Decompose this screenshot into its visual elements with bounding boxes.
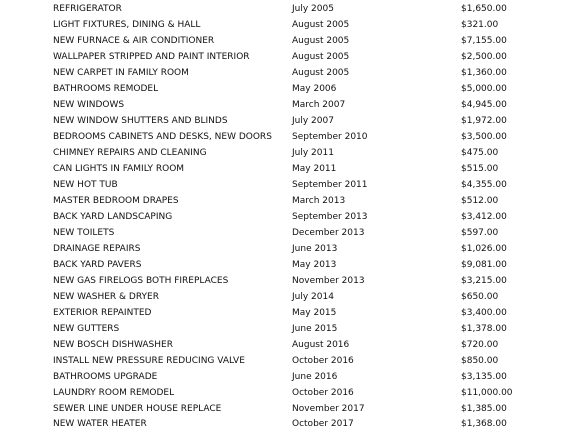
- date-cell: August 2005: [292, 36, 350, 46]
- cost-cell: $11,000.00: [461, 388, 513, 398]
- cost-cell: $597.00: [461, 228, 499, 238]
- item-cell: CHIMNEY REPAIRS AND CLEANING: [53, 148, 207, 158]
- date-cell: May 2013: [292, 260, 337, 270]
- cost-cell: $515.00: [461, 164, 499, 174]
- table-row: [0, 2, 576, 17]
- cost-cell: $3,400.00: [461, 308, 507, 318]
- item-cell: BATHROOMS UPGRADE: [53, 372, 158, 382]
- item-cell: NEW CARPET IN FAMILY ROOM: [53, 68, 189, 78]
- table-row: [0, 146, 576, 161]
- table-row: [0, 242, 576, 257]
- cost-cell: $1,368.00: [461, 419, 507, 429]
- table-row: [0, 66, 576, 81]
- date-cell: September 2011: [292, 180, 368, 190]
- date-cell: June 2015: [292, 324, 338, 334]
- date-cell: July 2007: [292, 116, 334, 126]
- item-cell: EXTERIOR REPAINTED: [53, 308, 152, 318]
- table-row: [0, 338, 576, 353]
- date-cell: July 2014: [292, 292, 334, 302]
- table-row: [0, 194, 576, 209]
- date-cell: August 2005: [292, 52, 350, 62]
- item-cell: NEW WINDOW SHUTTERS AND BLINDS: [53, 116, 228, 126]
- date-cell: September 2010: [292, 132, 368, 142]
- item-cell: NEW WATER HEATER: [53, 419, 147, 429]
- table-row: [0, 417, 576, 432]
- date-cell: March 2007: [292, 100, 346, 110]
- item-cell: LIGHT FIXTURES, DINING & HALL: [53, 20, 201, 30]
- item-cell: BACK YARD LANDSCAPING: [53, 212, 173, 222]
- item-cell: LAUNDRY ROOM REMODEL: [53, 388, 175, 398]
- table-row: [0, 178, 576, 193]
- cost-cell: $4,355.00: [461, 180, 507, 190]
- table-row: [0, 306, 576, 321]
- table-row: [0, 354, 576, 369]
- table-row: [0, 162, 576, 177]
- cost-cell: $650.00: [461, 292, 499, 302]
- cost-cell: $3,135.00: [461, 372, 507, 382]
- item-cell: NEW FURNACE & AIR CONDITIONER: [53, 36, 215, 46]
- item-cell: SEWER LINE UNDER HOUSE REPLACE: [53, 404, 222, 414]
- date-cell: August 2005: [292, 20, 350, 30]
- cost-cell: $3,500.00: [461, 132, 507, 142]
- date-cell: October 2016: [292, 356, 354, 366]
- item-cell: BATHROOMS REMODEL: [53, 84, 159, 94]
- cost-cell: $1,650.00: [461, 4, 507, 14]
- cost-cell: $1,360.00: [461, 68, 507, 78]
- item-cell: NEW TOILETS: [53, 228, 115, 238]
- table-row: [0, 50, 576, 65]
- table-row: [0, 82, 576, 97]
- date-cell: June 2016: [292, 372, 338, 382]
- item-cell: BACK YARD PAVERS: [53, 260, 142, 270]
- item-cell: NEW WASHER & DRYER: [53, 292, 159, 302]
- cost-cell: $2,500.00: [461, 52, 507, 62]
- item-cell: MASTER BEDROOM DRAPES: [53, 196, 179, 206]
- cost-cell: $9,081.00: [461, 260, 507, 270]
- date-cell: March 2013: [292, 196, 346, 206]
- date-cell: July 2011: [292, 148, 334, 158]
- item-cell: WALLPAPER STRIPPED AND PAINT INTERIOR: [53, 52, 250, 62]
- table-row: [0, 322, 576, 337]
- date-cell: May 2015: [292, 308, 337, 318]
- table-row: [0, 370, 576, 385]
- table-row: [0, 130, 576, 145]
- item-cell: INSTALL NEW PRESSURE REDUCING VALVE: [53, 356, 245, 366]
- item-cell: NEW HOT TUB: [53, 180, 118, 190]
- item-cell: NEW GUTTERS: [53, 324, 120, 334]
- item-cell: DRAINAGE REPAIRS: [53, 244, 141, 254]
- table-row: [0, 34, 576, 49]
- cost-cell: $5,000.00: [461, 84, 507, 94]
- date-cell: September 2013: [292, 212, 368, 222]
- item-cell: REFRIGERATOR: [53, 4, 122, 14]
- cost-cell: $1,026.00: [461, 244, 507, 254]
- date-cell: November 2017: [292, 404, 365, 414]
- cost-cell: $1,385.00: [461, 404, 507, 414]
- date-cell: May 2011: [292, 164, 337, 174]
- cost-cell: $4,945.00: [461, 100, 507, 110]
- cost-cell: $512.00: [461, 196, 499, 206]
- item-cell: CAN LIGHTS IN FAMILY ROOM: [53, 164, 185, 174]
- date-cell: December 2013: [292, 228, 365, 238]
- cost-cell: $475.00: [461, 148, 499, 158]
- item-cell: BEDROOMS CABINETS AND DESKS, NEW DOORS: [53, 132, 272, 142]
- cost-cell: $850.00: [461, 356, 499, 366]
- table-row: [0, 210, 576, 225]
- table-row: [0, 258, 576, 273]
- table-row: [0, 274, 576, 289]
- table-row: [0, 402, 576, 417]
- cost-cell: $321.00: [461, 20, 499, 30]
- cost-cell: $720.00: [461, 340, 499, 350]
- date-cell: October 2017: [292, 419, 354, 429]
- cost-cell: $7,155.00: [461, 36, 507, 46]
- table-row: [0, 18, 576, 33]
- date-cell: August 2016: [292, 340, 350, 350]
- item-cell: NEW GAS FIRELOGS BOTH FIREPLACES: [53, 276, 229, 286]
- table-row: [0, 290, 576, 305]
- table-row: [0, 114, 576, 129]
- item-cell: NEW BOSCH DISHWASHER: [53, 340, 173, 350]
- date-cell: August 2005: [292, 68, 350, 78]
- cost-cell: $1,972.00: [461, 116, 507, 126]
- cost-cell: $3,412.00: [461, 212, 507, 222]
- date-cell: June 2013: [292, 244, 338, 254]
- table-row: [0, 386, 576, 401]
- item-cell: NEW WINDOWS: [53, 100, 125, 110]
- date-cell: May 2006: [292, 84, 337, 94]
- date-cell: October 2016: [292, 388, 354, 398]
- table-row: [0, 98, 576, 113]
- date-cell: November 2013: [292, 276, 365, 286]
- date-cell: July 2005: [292, 4, 334, 14]
- cost-cell: $1,378.00: [461, 324, 507, 334]
- cost-cell: $3,215.00: [461, 276, 507, 286]
- table-row: [0, 226, 576, 241]
